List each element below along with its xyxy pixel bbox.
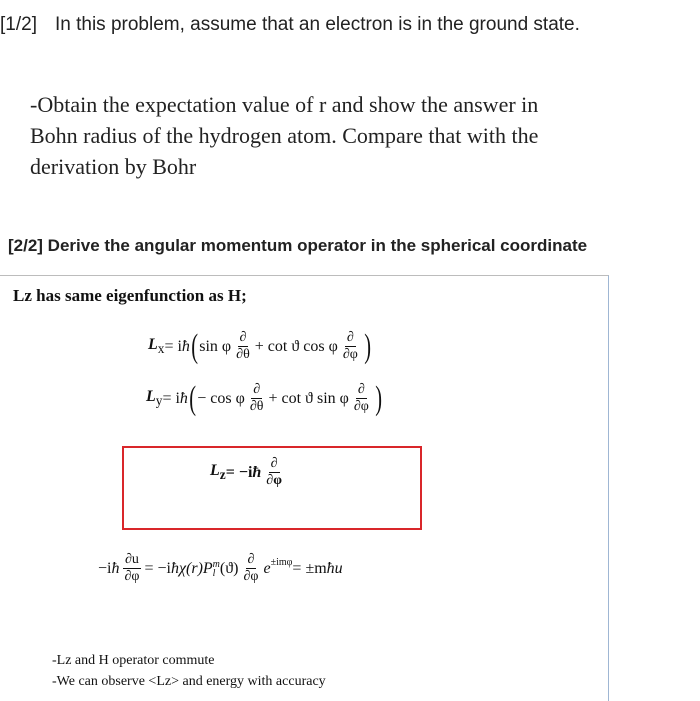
partial-phi-fraction: $\frac{\partial}{\partial\varphi}$ [342, 330, 358, 362]
partial-theta-fraction: $\frac{\partial}{\partial\theta}$ [249, 382, 264, 414]
note-item: -We can observe <Lz> and energy with accuracy [52, 674, 326, 689]
slide-notes [52, 650, 326, 692]
equation-lx: $L_x$ = i ħ ( sin φ $\frac{\partial}{\partial\theta}$ + cot ϑ cos φ $\frac{\partial}{\partial\varphi}$ ) [148, 327, 371, 365]
task-line: derivation by Bohr [30, 154, 197, 179]
problem-1-tag: [1/2] [0, 14, 37, 35]
problem-1-heading [0, 14, 580, 36]
lx-lhs: $L_x$ [148, 335, 165, 357]
task-line: -Obtain the expectation value of r and show the answer in [30, 92, 539, 117]
equation-ly: $L_y$ = i ħ ( − cos φ $\frac{\partial}{\partial\theta}$ + cot ϑ sin φ $\frac{\partial}{\partial\varphi}$ ) [146, 379, 382, 417]
problem-1-task [30, 89, 670, 182]
partial-phi-fraction: $\frac{\partial}{\partial\varphi}$ [266, 456, 282, 488]
equation-lz: $L_z$ = −i ħ $\frac{\partial}{\partial\varphi}$ [210, 456, 282, 488]
partial-theta-fraction: $\frac{\partial}{\partial\theta}$ [236, 330, 250, 362]
slide-title: Lz has same eigenfunction as H; [13, 286, 247, 305]
lecture-slide [0, 275, 609, 701]
problem-2-heading: [2/2] Derive the angular momentum operator in the spherical coordinate [8, 236, 588, 255]
partial-phi-fraction: $\frac{\partial}{\partial\varphi}$ [243, 552, 259, 584]
problem-1-heading-text: In this problem, assume that an electron is in the ground state. [54, 14, 580, 35]
note-item: -Lz and H operator commute [52, 653, 215, 668]
ly-lhs: $L_y$ [146, 387, 163, 409]
lz-lhs: $L_z$ [210, 461, 226, 483]
task-line: Bohn radius of the hydrogen atom. Compare that with the [30, 123, 539, 148]
du-dphi-fraction: $\frac{\partial u}{\partial\varphi}$ [124, 552, 140, 584]
equation-eigenvalue: −i ħ $\frac{\partial u}{\partial\varphi}$ = −i ħ χ(r)P m l (ϑ) $\frac{\partial}{\partial\varphi}$ e $^{\pm im\varphi}$ = ±m ħ u [98, 552, 343, 584]
partial-phi-fraction: $\frac{\partial}{\partial\varphi}$ [353, 382, 369, 414]
